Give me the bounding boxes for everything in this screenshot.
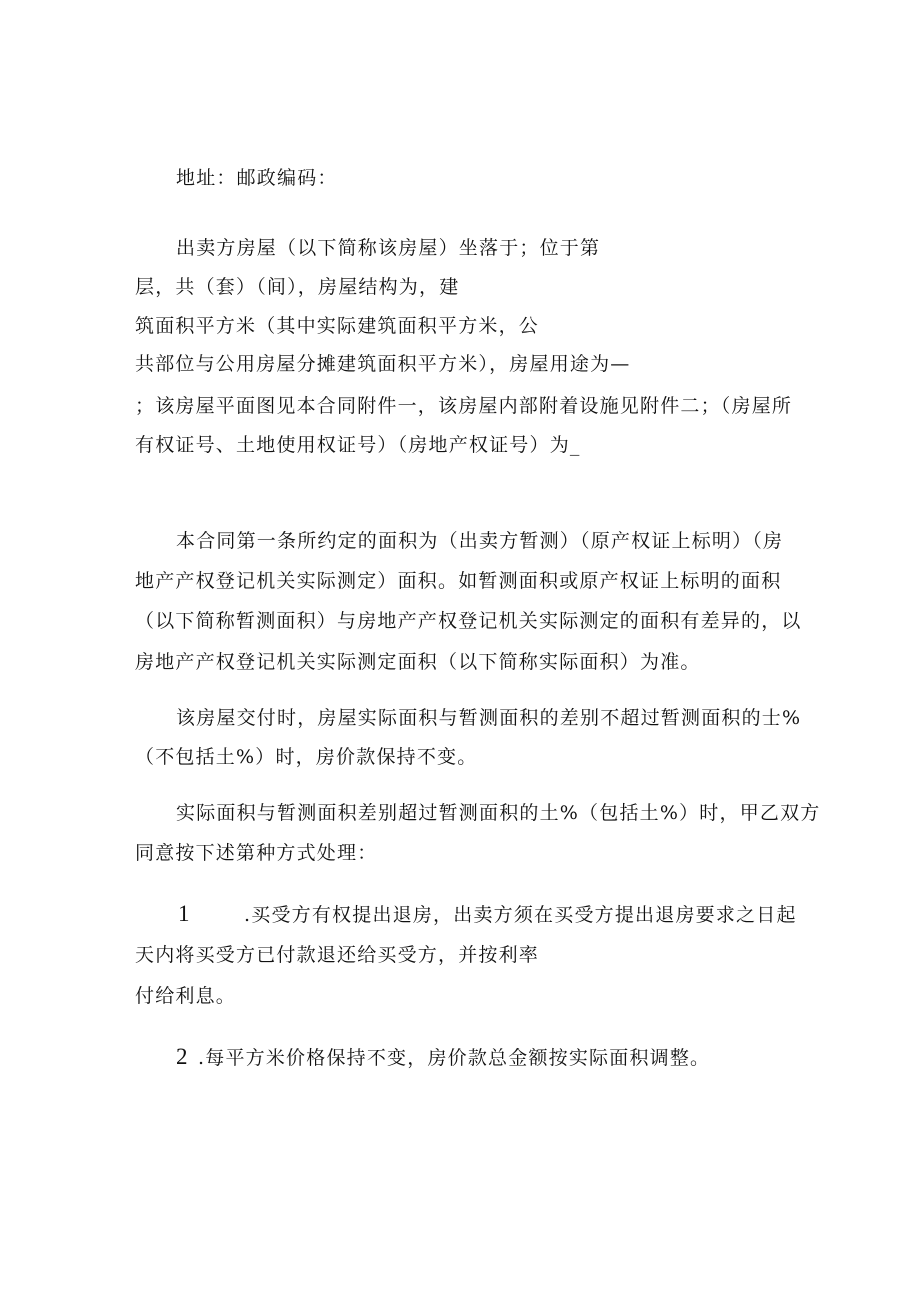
para-2-line-4: 房地产产权登记机关实际测定面积（以下简称实际面积）为准。 [135,651,701,673]
para-3-line-1: 该房屋交付时，房屋实际面积与暂测面积的差别不超过暂测面积的士% [176,707,802,729]
para-4-line-2: 同意按下述第种方式处理： [135,842,378,864]
para-2-line-1: 本合同第一条所约定的面积为（出卖方暂测）（原产权证上标明）（房 [176,530,784,552]
para-4-line-1: 实际面积与暂测面积差别超过暂测面积的土%（包括土%）时，甲乙双方 [176,802,821,824]
para-1-line-2: 层，共（套）（间），房屋结构为，建 [135,276,460,298]
item-1-line-1: .买受方有权提出退房，出卖方须在买受方提出退房要求之日起 [244,904,797,926]
item-2-line-1: .每平方米价格保持不变，房价款总金额按实际面积调整。 [198,1047,711,1069]
para-1-line-5: ；该房屋平面图见本合同附件一，该房屋内部附着设施见附件二；（房屋所 [135,395,793,417]
item-1-line-3: 付给利息。 [135,985,237,1007]
para-1-line-3: 筑面积平方米（其中实际建筑面积平方米，公 [135,315,540,337]
item-2-number: 2 [176,1044,188,1069]
para-3-line-2: （不包括土%）时，房价款保持不变。 [135,746,478,768]
item-1-number: 1 [178,901,190,926]
para-1-line-1: 出卖方房屋（以下简称该房屋）坐落于；位于第 [176,237,601,259]
para-1-line-6: 有权证号、土地使用权证号）（房地产权证号）为_ [135,434,581,456]
para-1-line-4: 共部位与公用房屋分摊建筑面积平方米），房屋用途为— [135,353,631,375]
address-line: 地址：邮政编码： [176,167,338,189]
para-2-line-3: （以下简称暂测面积）与房地产产权登记机关实际测定的面积有差异的，以 [135,610,802,632]
para-2-line-2: 地产产权登记机关实际测定）面积。如暂测面积或原产权证上标明的面积 [135,570,782,592]
item-1-line-2: 天内将买受方已付款退还给买受方，并按利率 [135,944,540,966]
